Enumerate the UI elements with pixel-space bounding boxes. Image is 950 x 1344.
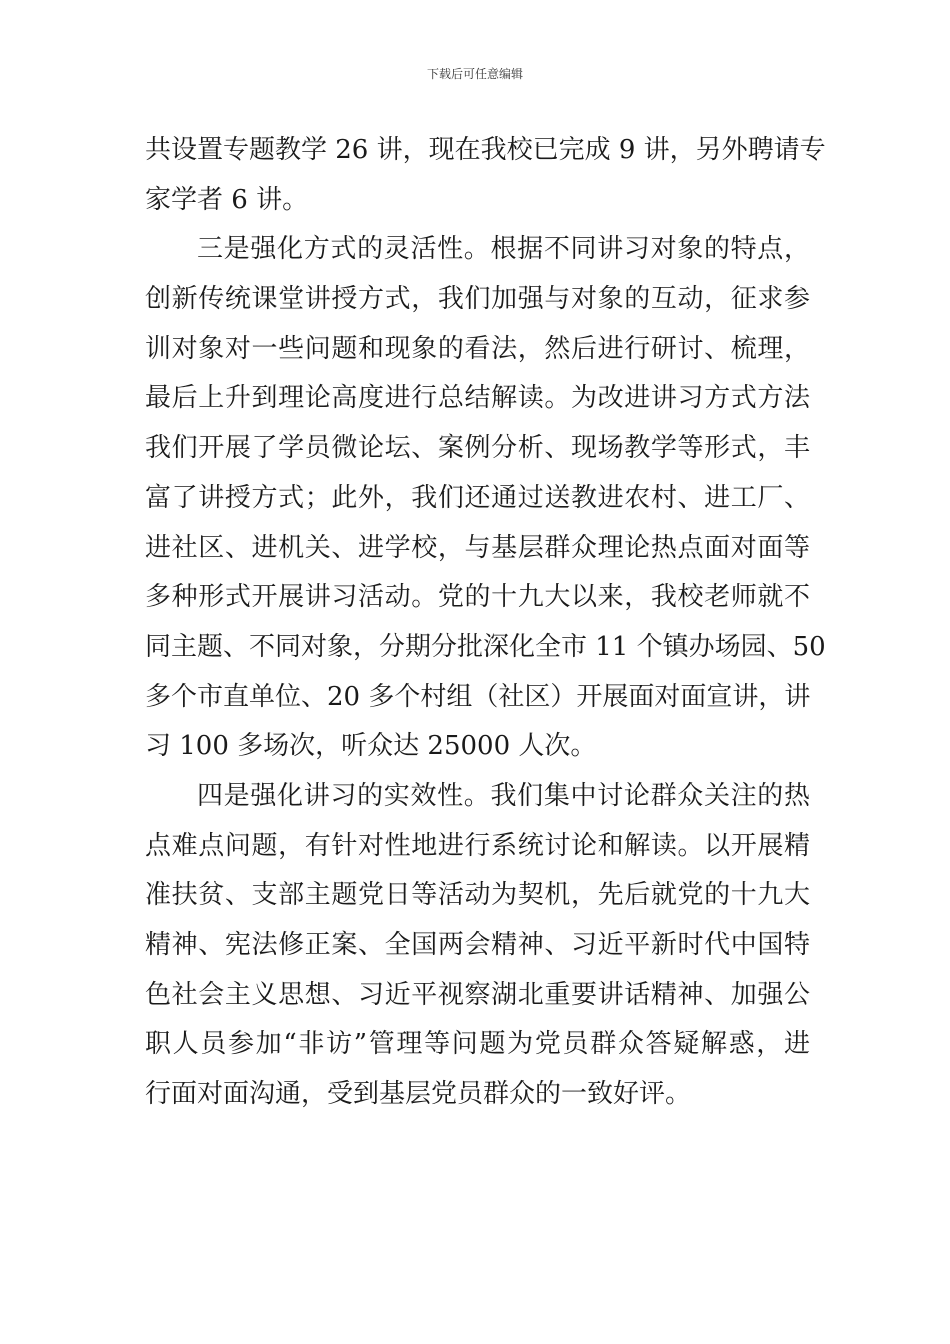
text-line: 家学者 6 讲。 [145,184,309,215]
document-body [145,126,826,1120]
text-line: 创新传统课堂讲授方式，我们加强与对象的互动，征求参 [145,284,810,315]
text-line: 最后上升到理论高度进行总结解读。为改进讲习方式方法 [145,383,810,414]
text-line: 准扶贫、支部主题党日等活动为契机，先后就党的十九大 [145,880,810,911]
text-line: 精神、宪法修正案、全国两会精神、习近平新时代中国特 [145,930,810,960]
text-line: 行面对面沟通，受到基层党员群众的一致好评。 [145,1079,692,1110]
text-line: 富了讲授方式；此外，我们还通过送教进农村、进工厂、 [145,482,810,513]
text-line: 色社会主义思想、习近平视察湖北重要讲话精神、加强公 [145,979,810,1010]
text-line: 点难点问题，有针对性地进行系统讨论和解读。以开展精 [145,830,810,861]
text-line: 训对象对一些问题和现象的看法，然后进行研讨、梳理， [145,333,810,364]
text-line: 习 100 多场次，听众达 25000 人次。 [145,731,597,762]
text-line: 职人员参加“非访”管理等问题为党员群众答疑解惑，进 [145,1029,810,1060]
page-header: 下载后可任意编辑 [426,67,523,81]
text-line: 同主题、不同对象，分期分批深化全市 11 个镇办场园、50 [145,631,826,662]
text-line: 我们开展了学员微论坛、案例分析、现场教学等形式，丰 [145,433,810,464]
text-line: 多个市直单位、20 多个村组（社区）开展面对面宣讲，讲 [145,681,811,712]
text-line: 共设置专题教学 26 讲，现在我校已完成 9 讲，另外聘请专 [145,135,826,165]
text-line: 多种形式开展讲习活动。党的十九大以来，我校老师就不 [145,582,810,613]
text-line: 进社区、进机关、进学校，与基层群众理论热点面对面等 [145,532,810,563]
text-line: 四是强化讲习的实效性。我们集中讨论群众关注的热 [197,780,810,811]
text-line: 三是强化方式的灵活性。根据不同讲习对象的特点， [197,234,810,265]
